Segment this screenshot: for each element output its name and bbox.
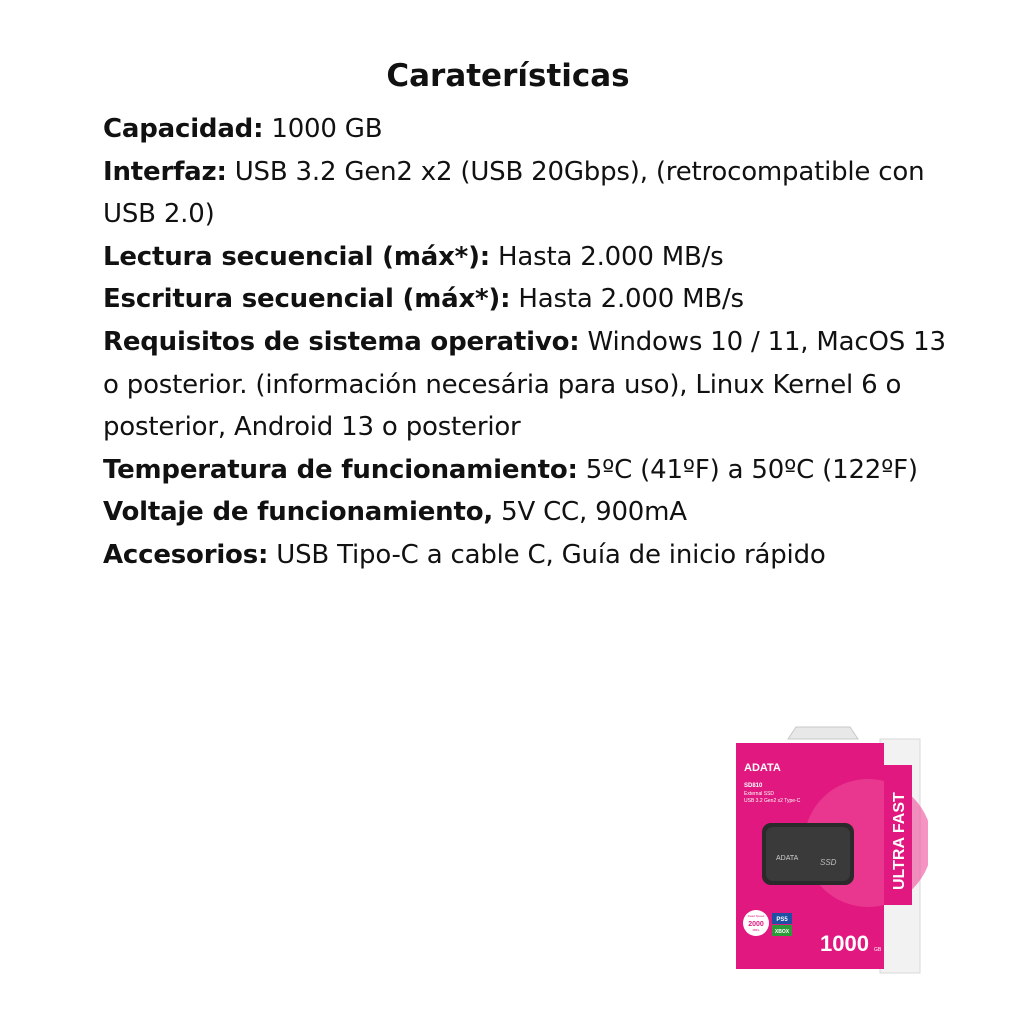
spec-label: Escritura secuencial (máx*): bbox=[103, 284, 511, 315]
spec-label: Capacidad: bbox=[103, 114, 264, 144]
box-model: SD810 bbox=[744, 783, 763, 789]
ssd-drive-face bbox=[766, 827, 850, 881]
spec-label: Accesorios: bbox=[103, 539, 269, 570]
spec-value: 1000 GB bbox=[263, 114, 383, 144]
spec-label: Requisitos de sistema operativo: bbox=[103, 326, 580, 357]
spec-accessories bbox=[103, 534, 963, 577]
drive-brand: ADATA bbox=[776, 855, 799, 862]
speed-badge-value: 2000 bbox=[748, 921, 764, 928]
spec-os-requirements bbox=[103, 321, 963, 449]
drive-label: SSD bbox=[820, 858, 837, 867]
product-box-illustration bbox=[728, 725, 928, 975]
box-line1: External SSD bbox=[744, 791, 775, 797]
spec-label: Temperatura de funcionamiento: bbox=[103, 454, 578, 485]
ps5-badge-label: PS5 bbox=[776, 917, 788, 923]
product-box-image bbox=[728, 725, 928, 975]
spec-operating-voltage bbox=[103, 491, 963, 534]
page-title: Caraterísticas bbox=[386, 58, 630, 94]
xbox-badge-label: XBOX bbox=[774, 929, 790, 935]
spec-operating-temperature bbox=[103, 449, 963, 492]
spec-value: USB 3.2 Gen2 x2 (USB 20Gbps), (retrocompatible con USB 2.0) bbox=[103, 156, 925, 230]
spec-value: Hasta 2.000 MB/s bbox=[510, 284, 744, 315]
spec-value: Windows 10 / 11, MacOS 13 o posterior. (información necesária para uso), Linux Kernel 6 o posterior, Android 13 o posterior bbox=[103, 326, 946, 443]
spec-value: USB Tipo-C a cable C, Guía de inicio rápido bbox=[268, 539, 826, 570]
box-line2: USB 3.2 Gen2 x2 Type-C bbox=[744, 798, 801, 804]
spec-interface bbox=[103, 151, 963, 236]
hanger-tab bbox=[788, 727, 858, 739]
speed-badge-unit: MB/s bbox=[752, 928, 760, 932]
spec-capacity bbox=[103, 108, 963, 151]
spec-value: Hasta 2.000 MB/s bbox=[489, 241, 724, 272]
spec-list bbox=[103, 108, 963, 577]
spec-label: Lectura secuencial (máx*): bbox=[103, 241, 490, 272]
box-capacity-unit: GB bbox=[874, 947, 882, 953]
box-brand-logo: ADATA bbox=[744, 762, 781, 774]
spec-label: Voltaje de funcionamiento, bbox=[103, 497, 494, 528]
spec-sequential-write bbox=[103, 278, 963, 321]
speed-badge-top: Read Speed bbox=[747, 914, 765, 918]
spec-sequential-read bbox=[103, 236, 963, 279]
side-text: ULTRA FAST bbox=[891, 792, 908, 890]
spec-value: 5V CC, 900mA bbox=[493, 497, 687, 528]
spec-value: 5ºC (41ºF) a 50ºC (122ºF) bbox=[577, 454, 918, 485]
box-capacity: 1000 bbox=[820, 931, 869, 956]
spec-label: Interfaz: bbox=[103, 156, 227, 187]
